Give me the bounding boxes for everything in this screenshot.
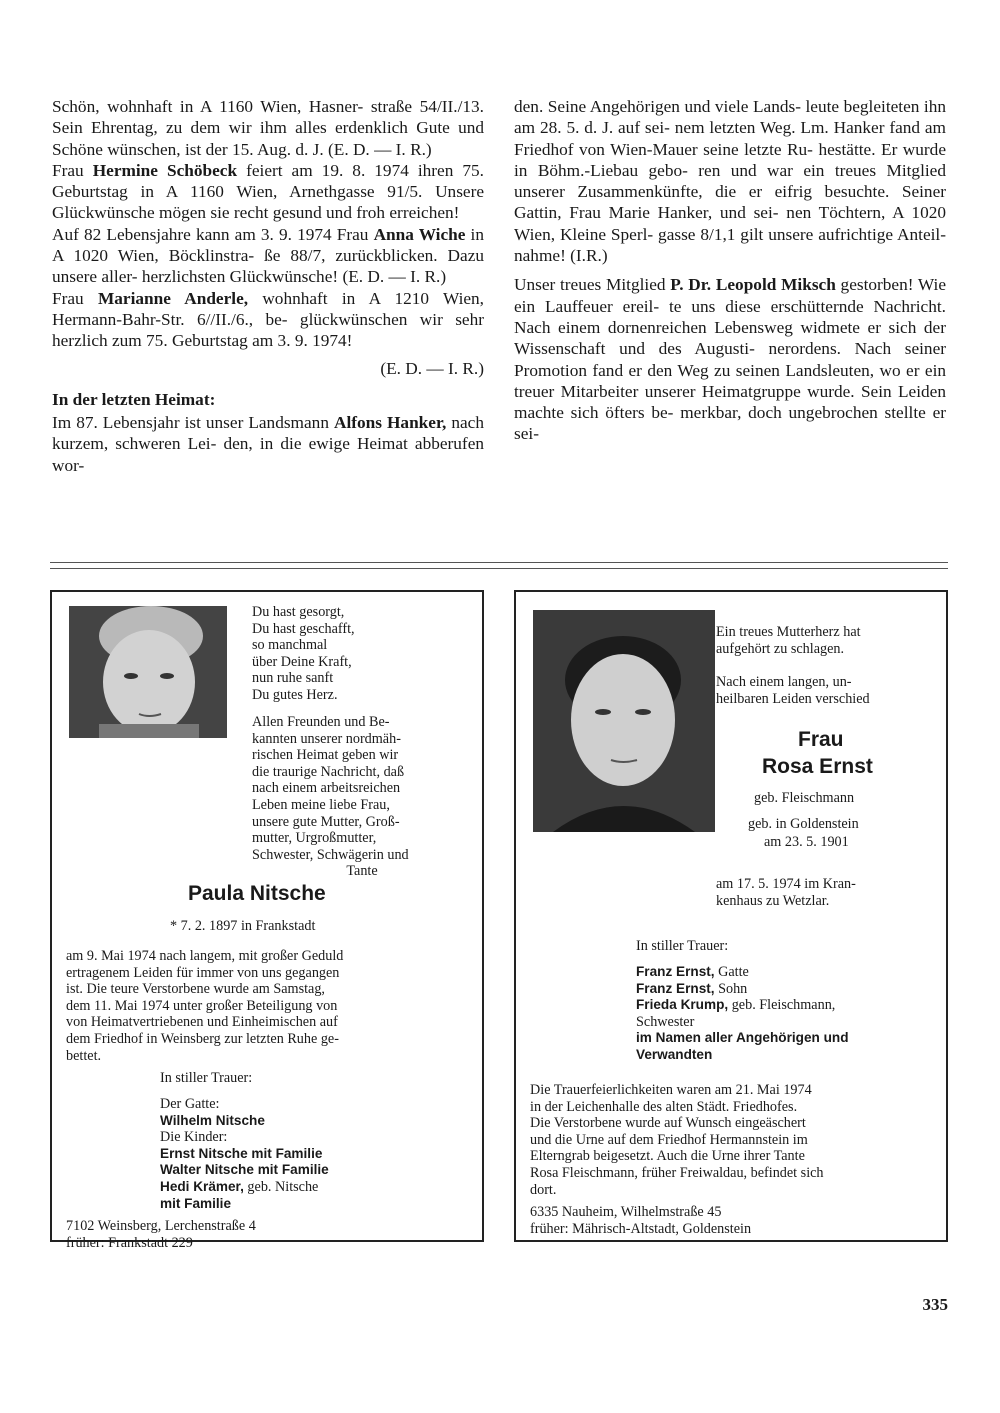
- birth-place: geb. in Goldenstein: [748, 816, 859, 832]
- paragraph-wiche: Auf 82 Lebensjahre kann am 3. 9. 1974 Frau Anna Wiche in A 1020 Wien, Böcklinstra- ße 88/7, zurückblicken. Dazu unsere aller- herzlichsten Glückwünsche! (E. D. — I. R.): [52, 224, 485, 287]
- funeral-info: Die Trauerfeierlichkeiten waren am 21. Mai 1974 in der Leichenhalle des alten Städt. Friedhofes. Die Verstorbene wurde auf Wunsch eingeäschert und die Urne auf dem Friedhof Hermannstein im Elterngrab beigesetzt. Auch die Urne ihrer Tante Rosa Fleischmann, früher Freiwaldau, befindet sich dort.: [530, 1082, 824, 1198]
- portrait-illustration: [69, 606, 227, 738]
- divider-rule: [50, 568, 948, 569]
- address-block: 6335 Nauheim, Wilhelmstraße 45 früher: Mährisch-Altstadt, Goldenstein: [530, 1204, 752, 1237]
- divider-rule: [50, 562, 948, 563]
- notice-body: am 9. Mai 1974 nach langem, mit großer Geduld ertragenem Leiden für immer von uns gegangen ist. Die teure Verstorbene wurde am Samstag, dem 11. Mai 1974 unter großer Beteiligung von von Heimatvertriebenen und Einheimischen auf dem Friedhof in Weinsberg zur letzten Ruhe ge- bettet.: [66, 948, 344, 1064]
- paragraph-miksch: Unser treues Mitglied P. Dr. Leopold Miksch gestorben! Wie ein Lauffeuer ereil- te uns diese erschütternde Nachricht. Nach einem dornenreichen Lebensweg widmete er sich der Wissenschaft und des Augusti- nerordens. Nach seiner Promotion fand er den Weg zu seinen Landsleuten, wo er ein treuer Mitarbeiter unserer Heimatgruppe wurde. Sein Leiden machte sich öfters be- merkbar, doch ungebrochen stellte er sei-: [514, 275, 947, 444]
- birth-line: * 7. 2. 1897 in Frankstadt: [170, 918, 316, 934]
- obituary-notice-nitsche: [50, 590, 484, 1251]
- paragraph-signature: (E. D. — I. R.): [380, 358, 484, 378]
- paragraph-schoebeck: Frau Hermine Schöbeck feiert am 19. 8. 1974 ihren 75. Geburtstag in A 1160 Wien, Arnethgasse 91/5. Unsere Glückwünsche mögen sie recht gesund und froh erreichen!: [52, 160, 485, 223]
- obituary-notice-ernst: [514, 590, 948, 1242]
- page-number: 335: [922, 1295, 948, 1314]
- article-column-left: [52, 96, 484, 476]
- verse-block: Ein treues Mutterherz hat aufgehört zu schlagen.: [716, 624, 861, 657]
- poem-block: Du hast gesorgt, Du hast geschafft, so manchmal über Deine Kraft, nun ruhe sanft Du gutes Herz.: [252, 604, 355, 703]
- mourning-label: In stiller Trauer:: [160, 1070, 253, 1086]
- mourning-label: In stiller Trauer:: [636, 938, 729, 954]
- maiden-name: geb. Fleischmann: [754, 790, 855, 806]
- mourners-list: Der Gatte: Wilhelm Nitsche Die Kinder: Ernst Nitsche mit Familie Walter Nitsche mit Familie Hedi Krämer, geb. Nitsche mit Familie: [160, 1096, 329, 1211]
- paragraph-anderle: Frau Marianne Anderle, wohnhaft in A 1210 Wien, Hermann-Bahr-Str. 6//II./6., be- glückwünschen wir sehr herzlich zum 75. Geburtstag am 3. 9. 1974!: [52, 288, 485, 351]
- section-heading: In der letzten Heimat:: [52, 389, 216, 409]
- deceased-name: Paula Nitsche: [188, 882, 326, 905]
- article-column-right: [514, 96, 946, 445]
- birth-date: am 23. 5. 1901: [764, 834, 849, 850]
- deceased-title: Frau: [798, 728, 844, 751]
- mourners-list: Franz Ernst, Gatte Franz Ernst, Sohn Frieda Krump, geb. Fleischmann, Schwester im Namen aller Angehörigen und Verwandten: [636, 964, 849, 1062]
- paragraph-hanker-cont: den. Seine Angehörigen und viele Lands- leute begleiteten ihn am 28. 5. d. J. auf sei- nem letzten Weg. Lm. Hanker fand am Friedhof von Wien-Mauer seine letzte Ru- hestätte. Er wurde in Böhm.-Liebau gebo- ren und war ein treues Mitglied unserer Zusammenkünfte, die er eifrig besuchte. Seiner Gattin, Frau Marie Hanker, und sei- nen Töchtern, A 1020 Wien, Kleine Sperl- gasse 8/1,1 gilt unsere aufrichtige Anteil- nahme! (I.R.): [514, 97, 947, 266]
- portrait-photo: [69, 606, 227, 738]
- death-block: am 17. 5. 1974 im Kran- kenhaus zu Wetzlar.: [716, 876, 856, 909]
- announcement-block: Allen Freunden und Be- kannten unserer nordmäh- rischen Heimat geben wir die traurige Nachricht, daß nach einem arbeitsreichen Leben meine liebe Frau, unsere gute Mutter, Groß- mutter, Urgroßmutter, Schwester, Schwägerin und Tante: [252, 714, 409, 880]
- portrait-illustration: [533, 610, 715, 832]
- verse-block-2: Nach einem langen, un- heilbaren Leiden verschied: [716, 674, 870, 707]
- deceased-name: Rosa Ernst: [762, 755, 873, 778]
- portrait-photo: [533, 610, 715, 832]
- address-block: 7102 Weinsberg, Lerchenstraße 4 früher: Frankstadt 229: [66, 1218, 256, 1251]
- paragraph-hanker: Im 87. Lebensjahr ist unser Landsmann Alfons Hanker, nach kurzem, schweren Lei- den, in die ewige Heimat abberufen wor-: [52, 413, 484, 475]
- paragraph-schoen: Schön, wohnhaft in A 1160 Wien, Hasner- straße 54/II./13. Sein Ehrentag, zu dem wir ihm alles erdenklich Gute und Schöne wünschen, ist der 15. Aug. d. J. (E. D. — I. R.): [52, 97, 484, 159]
